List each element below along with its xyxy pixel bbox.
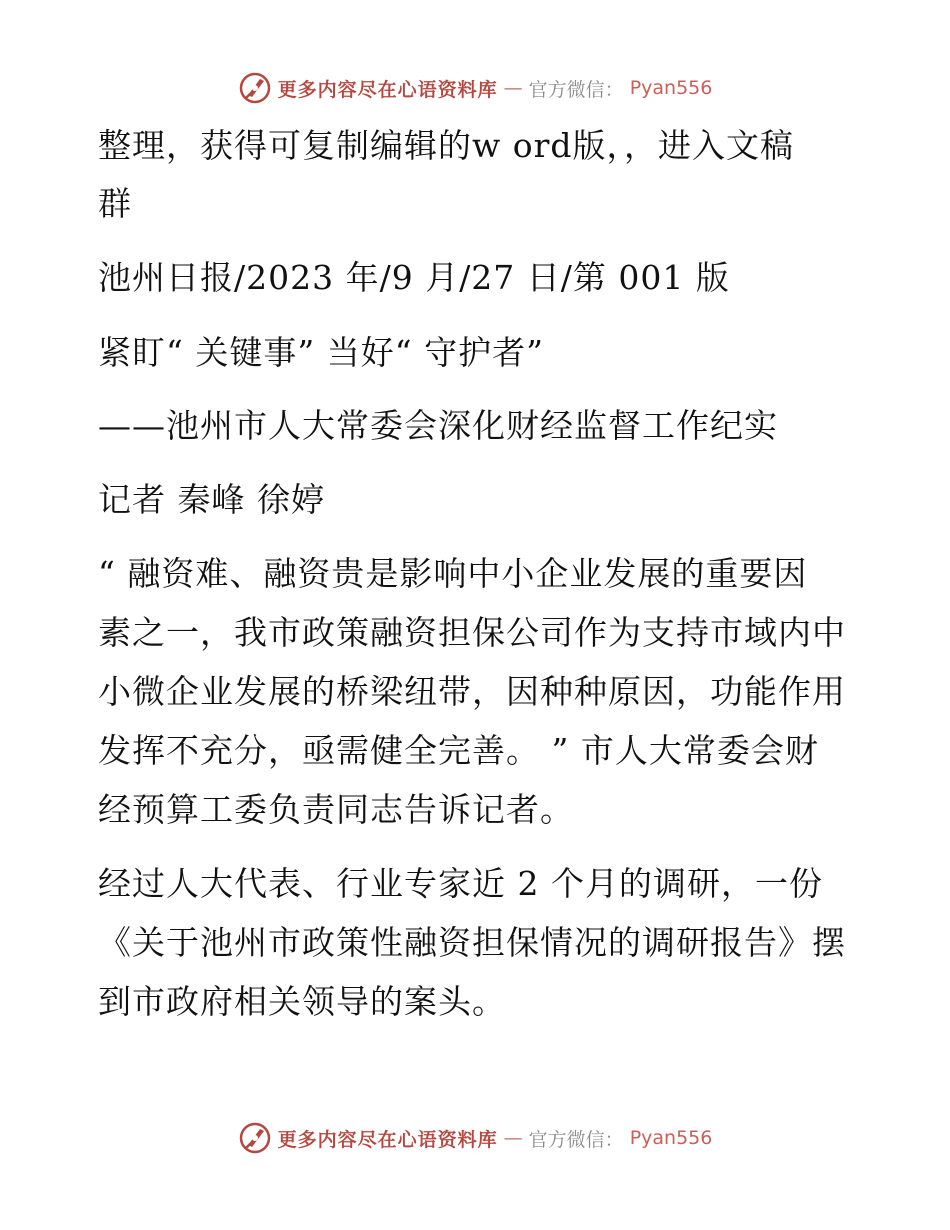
watermark-label: 官方微信： (528, 78, 624, 101)
paragraph-1-line: 小微企业发展的桥梁纽带，因种种原因，功能作用 (98, 672, 846, 711)
watermark-main-text: 更多内容尽在心语资料库 (277, 1128, 498, 1151)
paragraph-2-line: 《关于池州市政策性融资担保情况的调研报告》摆 (98, 923, 846, 962)
intro-line-1: 整理，获得可复制编辑的w ord版，，进入文稿 (98, 126, 795, 165)
byline: 记者 秦峰 徐婷 (98, 480, 325, 519)
source-line: 池州日报/2023 年/9 月/27 日/第 001 版 (98, 258, 730, 297)
headline: 紧盯“ 关键事” 当好“ 守护者” (98, 333, 544, 372)
paragraph-2-line: 到市政府相关领导的案头。 (98, 982, 506, 1021)
watermark-separator: — (503, 77, 523, 99)
paragraph-1-line: “ 融资难、融资贵是影响中小企业发展的重要因 (98, 554, 808, 593)
watermark-separator: — (503, 1127, 523, 1149)
paragraph-1-line: 发挥不充分，亟需健全完善。 ” 市人大常委会财 (98, 731, 819, 770)
watermark-wechat-id: Pyan556 (629, 77, 713, 99)
paragraph-1-line: 经预算工委负责同志告诉记者。 (98, 790, 574, 829)
intro-line-2: 群 (98, 184, 132, 223)
quill-logo-icon (238, 1121, 272, 1155)
header-watermark (0, 68, 950, 108)
watermark-main-text: 更多内容尽在心语资料库 (277, 78, 498, 101)
quill-logo-icon (238, 71, 272, 105)
watermark-wechat-id: Pyan556 (629, 1127, 713, 1149)
paragraph-1-line: 素之一，我市政策融资担保公司作为支持市域内中 (98, 613, 846, 652)
subheadline: ——池州市人大常委会深化财经监督工作纪实 (98, 406, 778, 445)
footer-watermark (0, 1118, 950, 1158)
paragraph-2-line: 经过人大代表、行业专家近 2 个月的调研，一份 (98, 864, 823, 903)
watermark-label: 官方微信： (528, 1128, 624, 1151)
